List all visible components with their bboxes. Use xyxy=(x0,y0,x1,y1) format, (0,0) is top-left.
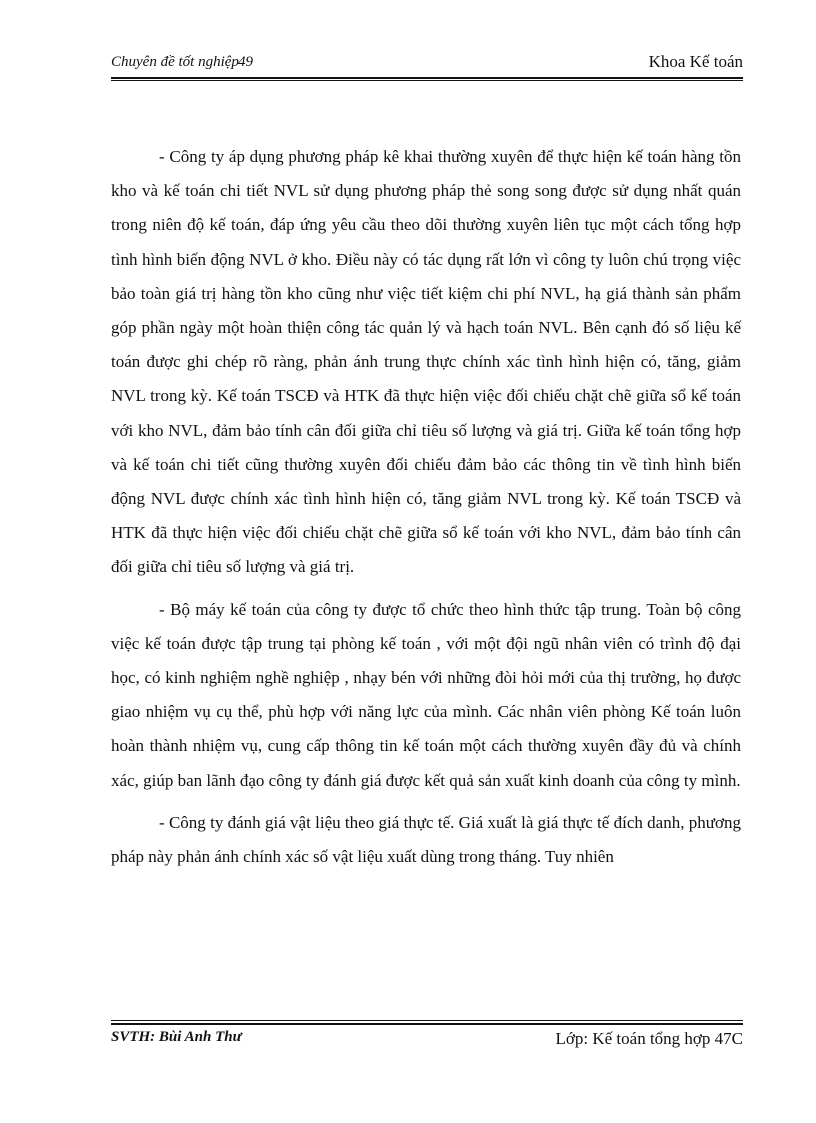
footer-class: Lớp: Kế toán tổng hợp 47C xyxy=(555,1029,743,1048)
footer-rule-thin xyxy=(111,1020,743,1021)
page-number: 49 xyxy=(238,54,253,70)
page-footer xyxy=(111,1026,743,1056)
paragraph-2: - Bộ máy kế toán của công ty được tổ chức theo hình thức tập trung. Toàn bộ công việc kế toán được tập trung tại phòng kế toán , với một đội ngũ nhân viên có trình độ đại học, có kinh nghiệm nghề nghiệp , nhạy bén với những đòi hỏi mới của thị trường, họ được giao nhiệm vụ cụ thể, phù hợp với năng lực của mình. Các nhân viên phòng Kế toán luôn hoàn thành nhiệm vụ, cung cấp thông tin kế toán một cách thường xuyên đầy đủ và chính xác, giúp ban lãnh đạo công ty đánh giá được kết quả sản xuất kinh doanh của công ty mình. xyxy=(111,599,741,790)
header-rule-thin xyxy=(111,80,743,81)
header-rule-thick xyxy=(111,77,743,79)
paragraph-1: - Công ty áp dụng phương pháp kê khai thường xuyên để thực hiện kế toán hàng tồn kho và kế toán chi tiết NVL sử dụng phương pháp thẻ song song được sử dụng nhất quán trong niên độ kế toán, đáp ứng yêu cầu theo dõi thường xuyên liên tục một cách tổng hợp tình hình biến động NVL ở kho. Điều này có tác dụng rất lớn vì công ty luôn chú trọng việc bảo toàn giá trị hàng tồn kho cũng như việc tiết kiệm chi phí NVL, hạ giá thành sản phẩm góp phần ngày một hoàn thiện công tác quản lý và hạch toán NVL. Bên cạnh đó số liệu kế toán được ghi chép rõ ràng, phản ánh trung thực chính xác tình hình hiện có, tăng, giảm NVL trong kỳ. Kế toán TSCĐ và HTK đã thực hiện việc đối chiếu chặt chẽ giữa sổ kế toán với kho NVL, đảm bảo tính cân đối giữa chỉ tiêu số lượng và giá trị. Giữa kế toán tổng hợp và kế toán chi tiết cũng thường xuyên đối chiếu đảm bảo các thông tin về tình hình biến động NVL được chính xác tình hình hiện có, tăng giảm NVL trong kỳ. Kế toán TSCĐ và HTK đã thực hiện việc đối chiếu chặt chẽ giữa sổ kế toán với kho NVL, đảm bảo tính cân đối giữa chỉ tiêu số lượng và giá trị. xyxy=(111,147,741,577)
paragraph-3: - Công ty đánh giá vật liệu theo giá thực tế. Giá xuất là giá thực tế đích danh, phương pháp này phản ánh chính xác số vật liệu xuất dùng trong tháng. Tuy nhiên xyxy=(111,812,741,867)
page-header xyxy=(111,48,743,78)
header-title: Chuyên đề tốt nghiệp xyxy=(111,54,239,70)
header-department: Khoa Kế toán xyxy=(648,52,743,71)
document-body xyxy=(111,140,741,882)
footer-student: SVTH: Bùi Anh Thư xyxy=(111,1029,242,1045)
footer-rule-thick xyxy=(111,1023,743,1025)
